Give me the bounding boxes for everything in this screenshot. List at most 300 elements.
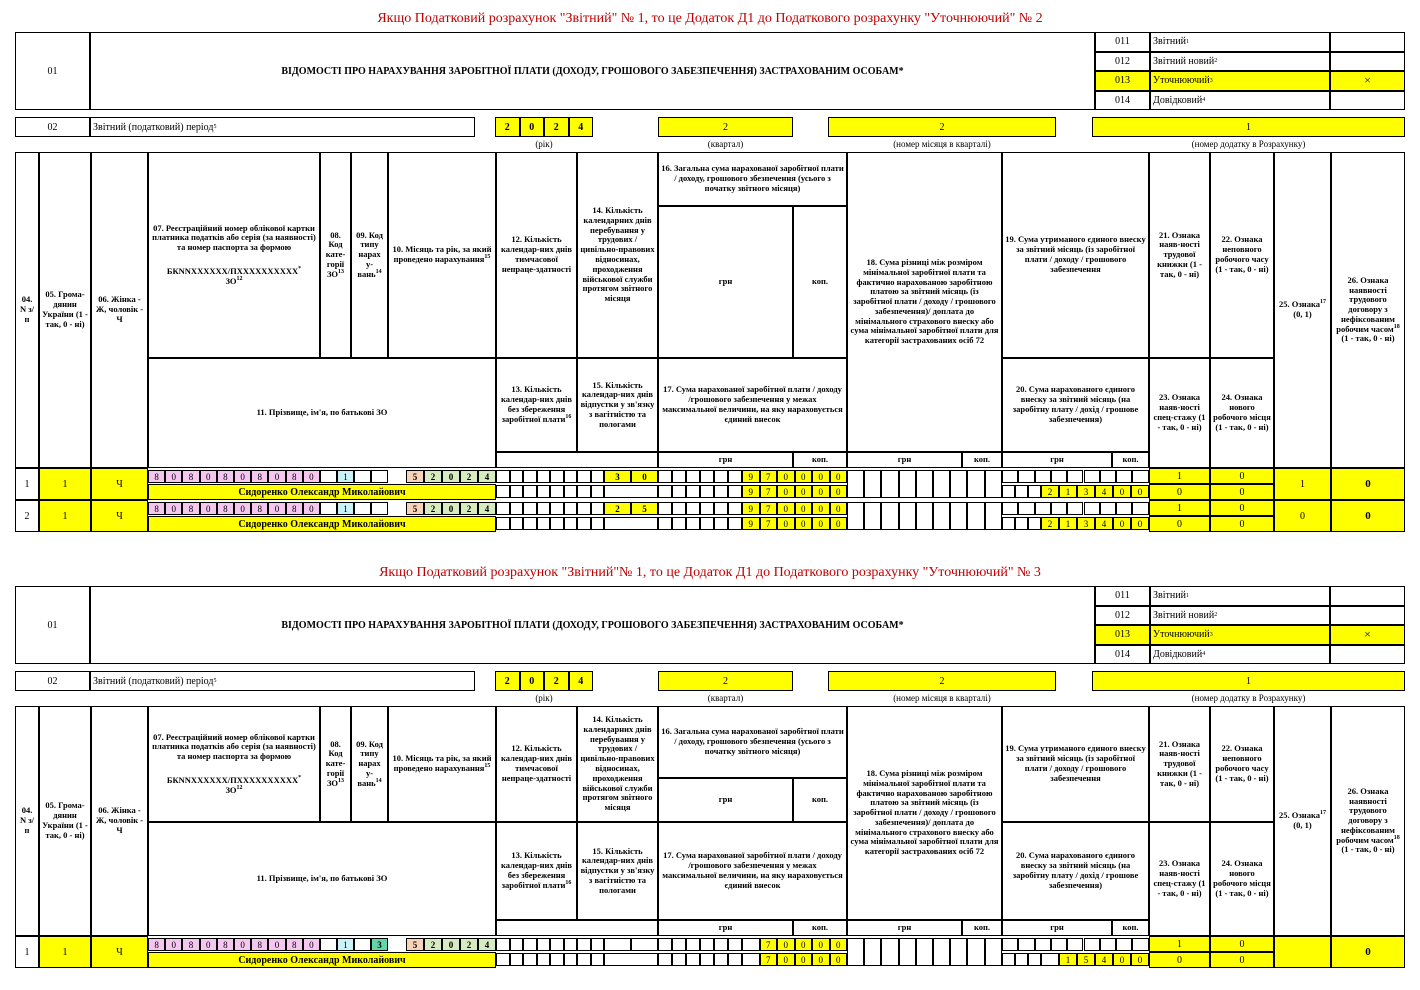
- sub-empty: [496, 920, 658, 936]
- days-12-cell: [564, 470, 578, 483]
- quarter-caption: (квартал): [707, 693, 744, 703]
- days-15-empty: [577, 517, 591, 530]
- days-12-cell: [550, 938, 564, 951]
- sum-19-cell: [1132, 470, 1148, 483]
- col-18: [847, 706, 1002, 920]
- sum-16-digit: 0: [812, 502, 830, 515]
- col-16-grn: грн: [658, 778, 793, 822]
- days-12-cell: [564, 938, 578, 951]
- row-gender: Ч: [91, 936, 148, 968]
- year-digit: 2: [495, 117, 520, 137]
- sum-18-cell: [950, 938, 967, 966]
- sum-20-empty: [1015, 517, 1028, 530]
- col-25-text: 25. Ознака: [1279, 299, 1320, 310]
- code-02-cell: 02: [15, 117, 90, 137]
- col-07-zo-text: ЗО: [225, 275, 237, 286]
- col-07-zo: [225, 786, 242, 796]
- doc-type-code-012: 012: [1095, 606, 1150, 626]
- col-06: [91, 706, 148, 936]
- col-06-text: 06. Жінка - Ж, чоловік - Ч: [95, 805, 144, 835]
- col-04-text: 04. N з/п: [19, 805, 35, 835]
- col-07-format-text: БКNNXXXXXX/ПXXXXXXXXXX: [166, 265, 299, 276]
- doc-type-code-014: 014: [1095, 645, 1150, 665]
- sum-17-empty: [672, 953, 686, 966]
- sum-16-empty: [686, 502, 700, 515]
- days-12-cell: [496, 502, 510, 515]
- footnote-marker: 17: [1319, 299, 1326, 306]
- sum-16-empty: [686, 938, 700, 951]
- category-digit: [320, 470, 337, 483]
- quarter-value: 2: [658, 117, 793, 137]
- col-12-text: 12. Кількість календар-них днів тимчасової непраце-здатності: [501, 234, 572, 274]
- col-25-values: (0, 1): [1293, 820, 1312, 830]
- row-citizen: 1: [39, 936, 91, 968]
- appendix-number: 1: [1092, 671, 1405, 691]
- sum-18-cell: [967, 502, 984, 530]
- doc-type-mark-014: [1330, 91, 1405, 111]
- col-08-text: 08. Код кате-горії ЗО: [325, 738, 346, 788]
- col-05: [39, 706, 91, 936]
- sum-19-cell: [1132, 938, 1148, 951]
- col-19-text: 19. Сума утриманого єдиного внеску за звітний місяць (із заробітної плати / доходу / грошового забезпечення: [1005, 743, 1146, 783]
- sub-20-grn: грн: [1002, 920, 1112, 936]
- sum-17-empty: [686, 953, 700, 966]
- days-14-digit: [631, 938, 658, 951]
- sum-19-cell: [1035, 502, 1051, 515]
- sum-18-cell: [881, 938, 898, 966]
- days-12-cell: [523, 470, 537, 483]
- sum-16-empty: [658, 938, 672, 951]
- tin-digit: 0: [303, 470, 320, 483]
- sum-20-empty: [1028, 485, 1041, 498]
- tin-digit: 8: [251, 938, 268, 951]
- days-14-empty: [577, 938, 591, 951]
- days-12-cell: [510, 938, 524, 951]
- category-digit: 1: [337, 502, 354, 515]
- footnote-marker: 14: [375, 268, 382, 275]
- sum-16-empty: [728, 470, 742, 483]
- flag-25: [1274, 936, 1331, 968]
- flag-24: 0: [1210, 516, 1274, 532]
- sum-20-digit: 4: [1095, 485, 1113, 498]
- sum-17-digit: 0: [812, 953, 830, 966]
- sum-18-cell: [864, 938, 881, 966]
- sum-16-digit: 0: [830, 938, 848, 951]
- col-08-text: 08. Код кате-горії ЗО: [325, 229, 346, 279]
- sum-16-empty: [714, 938, 728, 951]
- days-13-cell: [564, 517, 578, 530]
- tin-digit: 8: [217, 470, 234, 483]
- sum-20-empty: [1015, 953, 1028, 966]
- doc-type-label-text: Звітний новий: [1153, 55, 1215, 67]
- flag-21: 1: [1149, 936, 1210, 952]
- category-digit: 1: [337, 938, 354, 951]
- sum-18-cell: [899, 938, 916, 966]
- sum-20-digit: 0: [1131, 485, 1149, 498]
- col-19: [1002, 706, 1149, 822]
- sub-20-grn: грн: [1002, 452, 1112, 468]
- sum-19-cell: [1116, 470, 1132, 483]
- flag-24: 0: [1210, 952, 1274, 968]
- sum-16-digit: 0: [812, 938, 830, 951]
- sum-18-cell: [916, 938, 933, 966]
- footnote-marker: 14: [375, 777, 382, 784]
- col-11-text: 11. Прізвище, ім'я, по батькові ЗО: [256, 407, 388, 418]
- category-digit: [320, 938, 337, 951]
- days-12-cell: [496, 938, 510, 951]
- sum-17-empty: [700, 485, 714, 498]
- sum-16-empty: [686, 470, 700, 483]
- col-22: [1210, 706, 1274, 822]
- sum-17-empty: [714, 485, 728, 498]
- sum-17-digit: [742, 953, 760, 966]
- code-01-cell: 01: [15, 586, 90, 664]
- col-09: [351, 706, 388, 822]
- sum-17-empty: [658, 953, 672, 966]
- section-title: Якщо Податковий розрахунок "Звітний"№ 1, то це Додаток Д1 до Податкового розрахунку "Уточнюючий" № 3: [379, 565, 1041, 580]
- sum-17-empty: [714, 517, 728, 530]
- period-digit: 4: [478, 938, 496, 951]
- col-25-text: 25. Ознака: [1279, 810, 1320, 821]
- col-20-text: 20. Сума нарахованого єдиного внеску за звітний місяць (на заробітну плату / дохід / грошове забезпечення): [1012, 850, 1139, 890]
- sum-16-digit: 0: [795, 502, 813, 515]
- days-12-cell: [550, 470, 564, 483]
- col-20: [1002, 822, 1149, 920]
- col-20: [1002, 358, 1149, 452]
- category-digit: [354, 938, 371, 951]
- tin-digit: 0: [200, 470, 217, 483]
- col-10-text: 10. Місяць та рік, за який проведено нарахування: [392, 244, 492, 264]
- sum-17-empty: [672, 517, 686, 530]
- days-14-digit: 3: [604, 470, 631, 483]
- col-18-text: 18. Сума різниці між розміром мінімальної заробітної плати та фактично нарахованою заробітною платою за звітний місяць (із заробітної плати / доходу / грошового забезпечення)/ доплата до мінімального страхового внеску або сума мінімальної заробітної плати для категорії застрахованих осіб 72: [850, 768, 999, 857]
- sum-17-digit: 7: [760, 485, 778, 498]
- sum-20-empty: [1028, 517, 1041, 530]
- sub-empty: [496, 452, 658, 468]
- sum-17-digit: 0: [812, 485, 830, 498]
- doc-type-code-011: 011: [1095, 32, 1150, 52]
- sum-16-digit: 0: [830, 502, 848, 515]
- sum-17-empty: [686, 485, 700, 498]
- sum-20-digit: 0: [1131, 953, 1149, 966]
- year-digit: 4: [569, 671, 594, 691]
- days-14-empty: [577, 502, 591, 515]
- sum-18-cell: [916, 502, 933, 530]
- col-12-text: 12. Кількість календар-них днів тимчасової непраце-здатності: [501, 743, 572, 783]
- sum-20-digit: 1: [1059, 517, 1077, 530]
- year-digit: 0: [520, 117, 545, 137]
- row-name: Сидоренко Олександр Миколайович: [148, 952, 496, 968]
- tin-digit: 8: [286, 938, 303, 951]
- tin-digit: 0: [165, 938, 182, 951]
- period-digit: 2: [460, 502, 478, 515]
- sum-17-empty: [658, 485, 672, 498]
- col-15-text: 15. Кількість календар-них днів відпустки у зв'язку з вагітністю та пологами: [580, 379, 655, 429]
- sub-18-kop: коп.: [962, 920, 1002, 936]
- col-09-text: 09. Код типу нарах у-вань: [356, 738, 383, 788]
- col-17: [658, 822, 847, 920]
- sum-17-digit: 0: [777, 485, 795, 498]
- col-05: [39, 152, 91, 468]
- col-08: [320, 706, 351, 822]
- sum-20-digit: 1: [1059, 485, 1077, 498]
- days-12-cell: [537, 938, 551, 951]
- sum-16-empty: [672, 470, 686, 483]
- days-13-cell: [523, 485, 537, 498]
- month-value: 2: [828, 117, 1056, 137]
- sum-20-digit: 3: [1077, 517, 1095, 530]
- days-13-cell: [510, 517, 524, 530]
- days-14-digit: 2: [604, 502, 631, 515]
- sum-16-empty: [700, 470, 714, 483]
- sum-19-cell: [1084, 470, 1100, 483]
- period-digit: 5: [406, 470, 424, 483]
- appendix-number: 1: [1092, 117, 1405, 137]
- col-07-zo-text: ЗО: [225, 784, 237, 795]
- doc-type-label-text: Звітний: [1153, 590, 1186, 602]
- doc-type-label-011: Звітний 1: [1150, 586, 1330, 606]
- days-12-cell: [537, 470, 551, 483]
- doc-type-label-013: Уточнюючий 3: [1150, 625, 1330, 645]
- doc-type-mark-012: [1330, 52, 1405, 72]
- days-13-cell: [510, 485, 524, 498]
- sum-17-digit: 7: [760, 953, 778, 966]
- days-13-cell: [537, 517, 551, 530]
- sum-16-digit: 0: [777, 938, 795, 951]
- sum-19-cell: [1018, 502, 1034, 515]
- col-04: [15, 706, 39, 936]
- period-digit: 2: [424, 502, 442, 515]
- sum-20-digit: 0: [1113, 485, 1131, 498]
- year-digit: 4: [569, 117, 594, 137]
- col-12: [496, 152, 577, 358]
- sum-18-cell: [881, 502, 898, 530]
- doc-type-label-012: Звітний новий 2: [1150, 606, 1330, 626]
- sum-18-cell: [847, 470, 864, 498]
- tin-digit: 0: [303, 502, 320, 515]
- tin-digit: 0: [303, 938, 320, 951]
- days-13-cell: [550, 517, 564, 530]
- tin-digit: 0: [165, 470, 182, 483]
- doc-type-label-014: Довідковий 4: [1150, 645, 1330, 665]
- sum-20-digit: 4: [1095, 953, 1113, 966]
- sum-17-empty: [658, 517, 672, 530]
- sub-18-grn: грн: [847, 920, 962, 936]
- col-18: [847, 152, 1002, 452]
- sum-19-cell: [1067, 502, 1083, 515]
- year-digit: 2: [495, 671, 520, 691]
- doc-type-mark-014: [1330, 645, 1405, 665]
- tin-digit: 0: [234, 470, 251, 483]
- col-11-text: 11. Прізвище, ім'я, по батькові ЗО: [256, 873, 388, 884]
- tin-digit: 8: [182, 502, 199, 515]
- sum-20-digit: 0: [1113, 953, 1131, 966]
- sum-18-cell: [899, 502, 916, 530]
- days-12-cell: [537, 502, 551, 515]
- sum-20-digit: 3: [1077, 485, 1095, 498]
- footnote-marker: *: [298, 266, 302, 273]
- days-14-empty: [591, 502, 605, 515]
- col-22: [1210, 152, 1274, 358]
- days-14-empty: [577, 470, 591, 483]
- doc-type-label-012: Звітний новий 2: [1150, 52, 1330, 72]
- sum-19-cell: [1018, 470, 1034, 483]
- days-13-cell: [550, 485, 564, 498]
- period-digit: 0: [442, 938, 460, 951]
- sum-18-cell: [899, 470, 916, 498]
- col-17-text: 17. Сума нарахованої заробітної плати / доходу /грошового забезпечення у межах максимальної величини, на яку нараховується єдиний внесок: [662, 384, 843, 424]
- footnote-marker: 15: [484, 254, 491, 261]
- sum-20-digit: 2: [1041, 517, 1059, 530]
- col-14-text: 14. Кількість календарних днів перебування у трудових / цивільно-правових відносинах, проходження військової служби протягом звітного місяця: [580, 205, 655, 304]
- sum-17-empty: [700, 517, 714, 530]
- period-digit: 5: [406, 502, 424, 515]
- sum-19-cell: [1067, 938, 1083, 951]
- sum-20-digit: 4: [1095, 517, 1113, 530]
- col-21: [1149, 152, 1210, 358]
- sum-16-empty: [728, 938, 742, 951]
- sum-18-cell: [847, 938, 864, 966]
- footnote-marker: 17: [1319, 810, 1326, 817]
- sum-19-cell: [1051, 502, 1067, 515]
- sum-20-empty: [1015, 485, 1028, 498]
- year-digit: 2: [544, 117, 569, 137]
- footnote-marker: 12: [236, 784, 243, 791]
- year-caption: (рік): [535, 693, 553, 703]
- col-23-text: 23. Ознака наяв-ності спец-стажу (1 - так, 0 - ні): [1153, 858, 1206, 898]
- period-label: Звітний (податковий) період 5: [90, 671, 475, 691]
- days-15-empty: [591, 517, 605, 530]
- tin-digit: 8: [182, 938, 199, 951]
- tin-digit: 0: [234, 502, 251, 515]
- sum-19-cell: [1002, 502, 1018, 515]
- col-11: [148, 358, 496, 468]
- tin-digit: 8: [148, 470, 165, 483]
- sum-17-digit: 0: [777, 517, 795, 530]
- sub-20-kop: коп.: [1112, 452, 1149, 468]
- doc-type-code-011: 011: [1095, 586, 1150, 606]
- year-digit: 2: [544, 671, 569, 691]
- sum-17-empty: [728, 485, 742, 498]
- footnote-marker: *: [298, 775, 302, 782]
- tin-digit: 0: [268, 470, 285, 483]
- sum-18-cell: [985, 938, 1002, 966]
- tin-digit: 8: [148, 502, 165, 515]
- year-caption: (рік): [535, 139, 553, 149]
- days-12-cell: [523, 938, 537, 951]
- sum-16-empty: [728, 502, 742, 515]
- col-10: [388, 706, 496, 822]
- sum-16-digit: [742, 938, 760, 951]
- tin-digit: 8: [182, 470, 199, 483]
- doc-type-mark-013: ×: [1330, 625, 1405, 645]
- col-14: [577, 152, 658, 358]
- flag-25: 0: [1274, 500, 1331, 532]
- appendix-caption: (номер додатку в Розрахунку): [1191, 139, 1306, 149]
- sum-18-cell: [881, 470, 898, 498]
- sub-17-kop: коп.: [793, 452, 847, 468]
- doc-type-code-014: 014: [1095, 91, 1150, 111]
- col-24-text: 24. Ознака нового робочого місця (1 - так, 0 - ні): [1213, 858, 1271, 898]
- sum-18-cell: [847, 502, 864, 530]
- col-26-values: (1 - так, 0 - ні): [1341, 844, 1395, 855]
- footnote-marker: 18: [1393, 323, 1400, 330]
- col-16-text: 16. Загальна сума нарахованої заробітної плати / доходу, грошового збезпечення (усього з початку звітного місяця): [661, 163, 844, 193]
- col-26-text: 26. Ознака наявності трудового договору з нефіксованим робочим часом: [1336, 274, 1395, 334]
- days-15-empty: [591, 485, 605, 498]
- month-value: 2: [828, 671, 1056, 691]
- sub-17-grn: грн: [658, 920, 793, 936]
- col-26-values: (1 - так, 0 - ні): [1341, 333, 1395, 344]
- doc-type-mark-013: ×: [1330, 71, 1405, 91]
- days-13-cell: [537, 485, 551, 498]
- sum-17-digit: 0: [795, 517, 813, 530]
- sum-18-cell: [916, 470, 933, 498]
- doc-type-label-text: Звітний новий: [1153, 609, 1215, 621]
- col-23-text: 23. Ознака наяв-ності спец-стажу (1 - так, 0 - ні): [1153, 392, 1206, 432]
- sum-19-cell: [1084, 502, 1100, 515]
- col-26: [1331, 706, 1405, 936]
- days-13-cell: [523, 517, 537, 530]
- sum-19-cell: [1132, 502, 1148, 515]
- period-digit: 2: [424, 938, 442, 951]
- sum-19-cell: [1018, 938, 1034, 951]
- section-title: Якщо Податковий розрахунок "Звітний" № 1, то це Додаток Д1 до Податкового розрахунку "Уточнюючий" № 2: [377, 11, 1043, 26]
- sum-20-empty: [1028, 953, 1041, 966]
- sum-18-cell: [967, 938, 984, 966]
- sum-18-cell: [933, 502, 950, 530]
- flag-24: 0: [1210, 484, 1274, 500]
- col-19-text: 19. Сума утриманого єдиного внеску за звітний місяць (із заробітної плати / доходу / грошового забезпечення: [1005, 234, 1146, 274]
- period-digit: 0: [442, 502, 460, 515]
- days-13-cell: [564, 953, 578, 966]
- sum-18-cell: [985, 470, 1002, 498]
- tin-digit: 8: [251, 502, 268, 515]
- days-12-cell: [496, 470, 510, 483]
- category-digit: [354, 470, 371, 483]
- flag-22: 0: [1210, 468, 1274, 484]
- col-16-grn: грн: [658, 206, 793, 358]
- tin-digit: 8: [286, 502, 303, 515]
- days-13-cell: [496, 485, 510, 498]
- sum-20-digit: 0: [1131, 517, 1149, 530]
- month-caption: (номер місяця в кварталі): [893, 139, 991, 149]
- col-07: [148, 152, 320, 358]
- col-16: [658, 152, 847, 206]
- doc-type-label-011: Звітний 1: [1150, 32, 1330, 52]
- sum-16-digit: 9: [742, 502, 760, 515]
- flag-21: 1: [1149, 500, 1210, 516]
- row-citizen: 1: [39, 500, 91, 532]
- col-26: [1331, 152, 1405, 468]
- sum-16-digit: 0: [795, 938, 813, 951]
- period-digit: 5: [406, 938, 424, 951]
- sub-17-grn: грн: [658, 452, 793, 468]
- col-06: [91, 152, 148, 468]
- period-digit: 2: [460, 470, 478, 483]
- col-14: [577, 706, 658, 822]
- col-21-text: 21. Ознака наяв-ності трудової книжки (1 - так, 0 - ні): [1157, 738, 1202, 788]
- days-12-cell: [550, 502, 564, 515]
- sum-18-cell: [864, 502, 881, 530]
- sum-20-digit: 1: [1059, 953, 1077, 966]
- sum-16-empty: [658, 502, 672, 515]
- sum-16-digit: 0: [777, 470, 795, 483]
- sub-18-grn: грн: [847, 452, 962, 468]
- flag-23: 0: [1149, 952, 1210, 968]
- col-19: [1002, 152, 1149, 358]
- footnote-marker: 16: [565, 413, 572, 420]
